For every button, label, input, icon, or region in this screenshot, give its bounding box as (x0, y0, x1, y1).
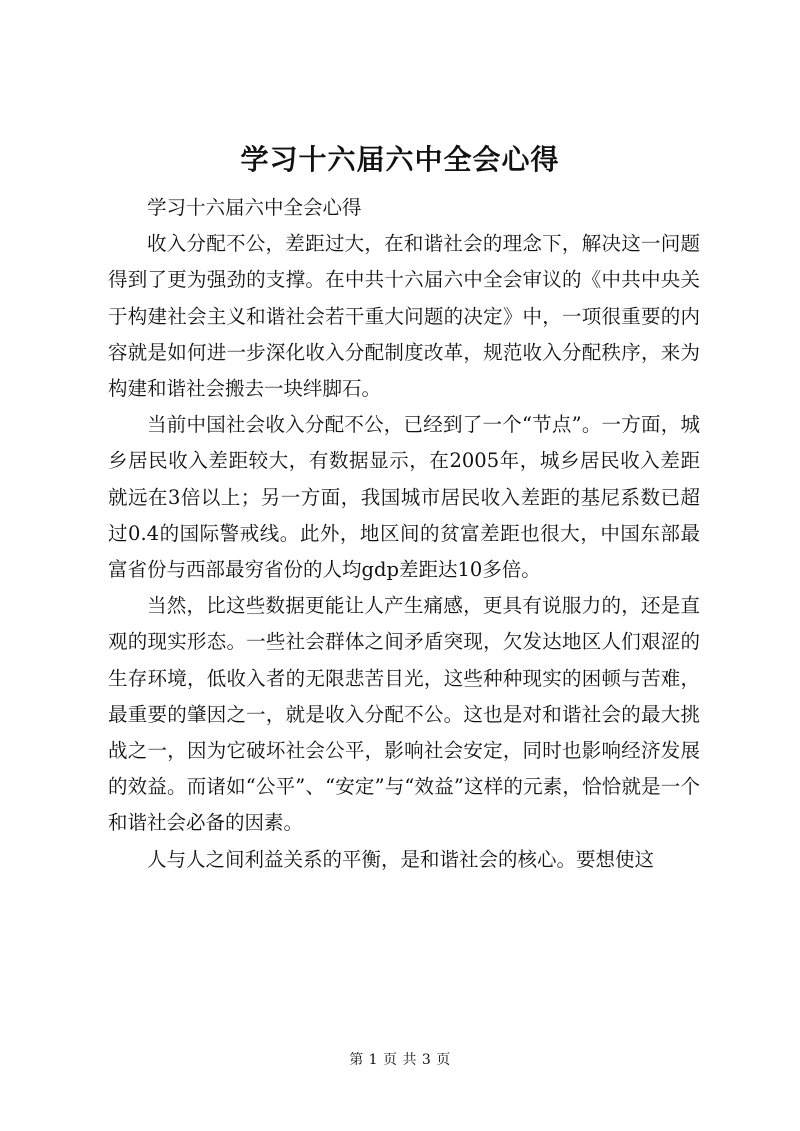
document-body (108, 190, 700, 878)
page-footer: 第 1 页 共 3 页 (349, 1052, 451, 1068)
paragraph-3: 当然，比这些数据更能让人产生痛感，更具有说服力的，还是直观的现实形态。一些社会群体之间矛盾突现，欠发达地区人们艰涩的生存环境，低收入者的无限悲苦目光，这些种种现实的困顿与苦难，最重要的肇因之一，就是收入分配不公。这也是对和谐社会的最大挑战之一，因为它破坏社会公平，影响社会安定，同时也影响经济发展的效益。而诸如“公平”、“安定”与“效益”这样的元素，恰恰就是一个和谐社会必备的因素。 (108, 594, 700, 835)
document-subtitle: 学习十六届六中全会心得 (147, 196, 362, 219)
document-title: 学习十六届六中全会心得 (240, 143, 560, 176)
paragraph-1: 收入分配不公，差距过大，在和谐社会的理念下，解决这一问题得到了更为强劲的支撑。在中共十六届六中全会审议的《中共中央关于构建社会主义和谐社会若干重大问题的决定》中，一项很重要的内容就是如何进一步深化收入分配制度改革，规范收入分配秩序，来为构建和谐社会搬去一块绊脚石。 (108, 232, 700, 401)
paragraph-4: 人与人之间利益关系的平衡，是和谐社会的核心。要想使这 (147, 847, 655, 871)
paragraph-2: 当前中国社会收入分配不公，已经到了一个“节点”。一方面，城乡居民收入差距较大，有数据显示，在2005年，城乡居民收入差距就远在3倍以上；另一方面，我国城市居民收入差距的基尼系数已超过0.4的国际警戒线。此外，地区间的贫富差距也很大，中国东部最富省份与西部最穷省份的人均gdp差距达10多倍。 (108, 413, 700, 582)
